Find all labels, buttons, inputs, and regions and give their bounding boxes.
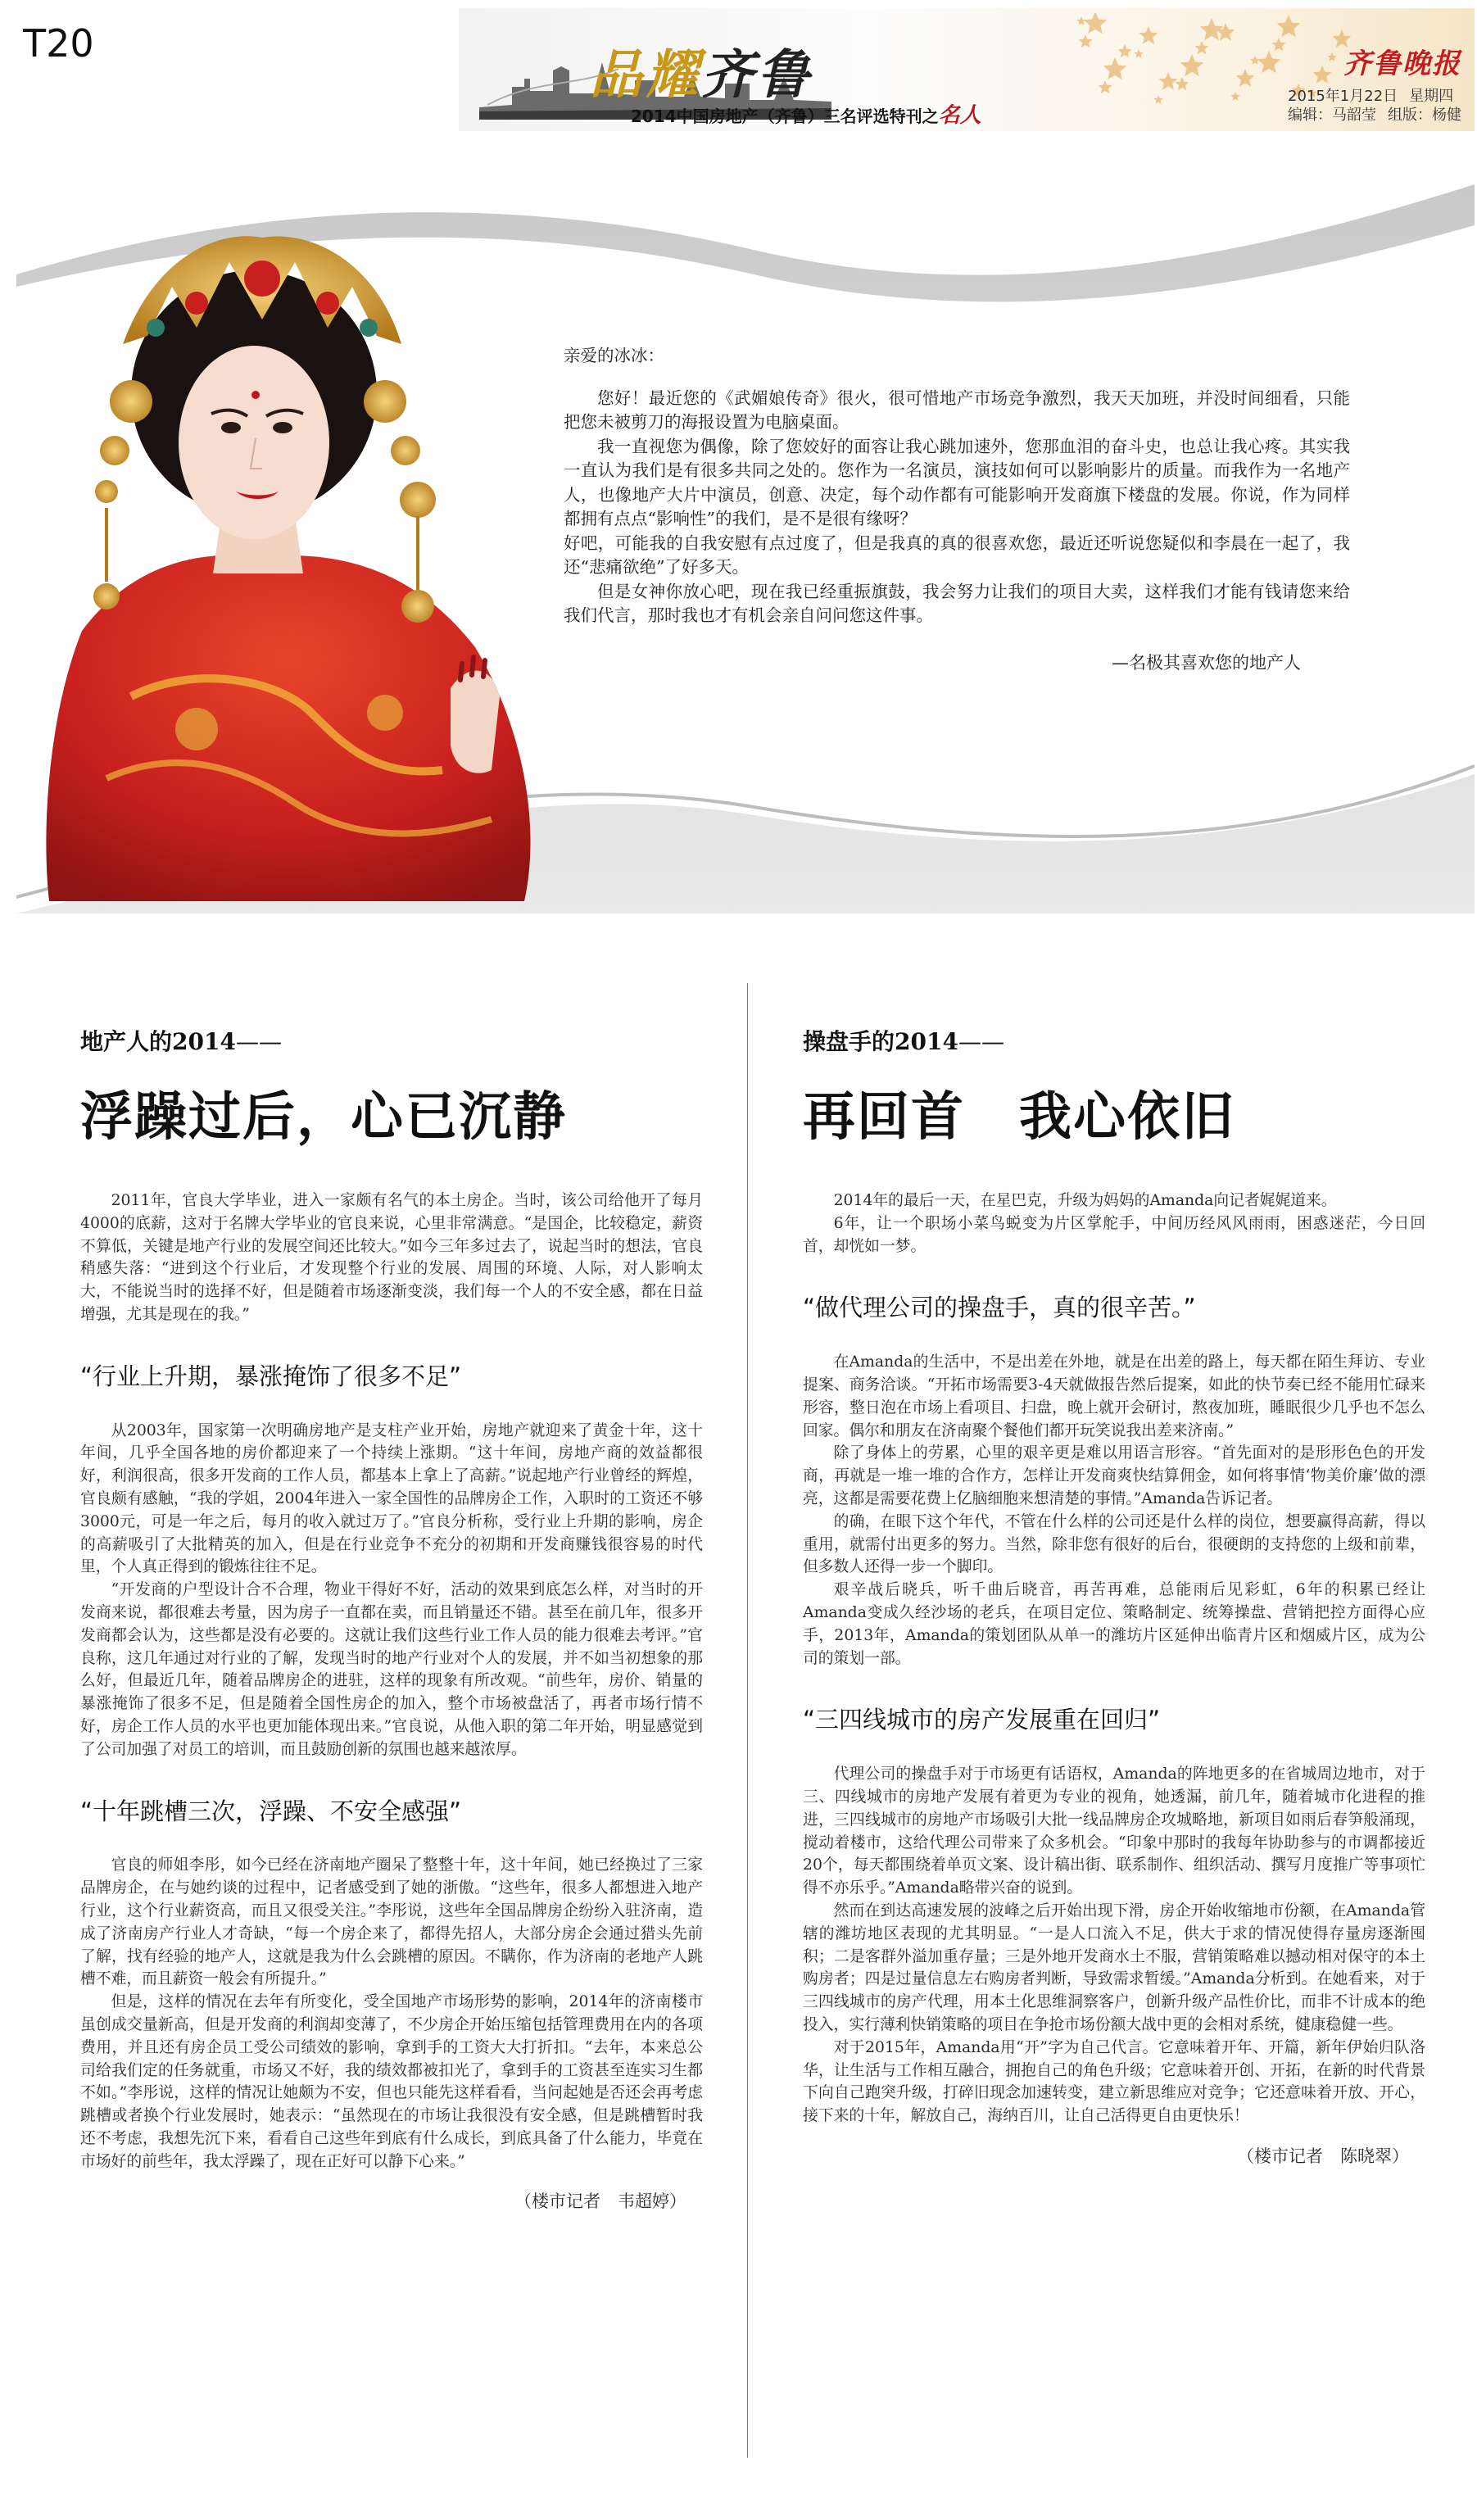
article-paragraph: 然而在到达高速发展的波峰之后开始出现下滑，房企开始收缩地市份额，在Amanda管辖的潍坊地区表现的尤其明显。“一是人口流入不足，供大于求的情况使得存量房逐渐囤积；二是客群外溢加重存量；三是外地开发商水土不服，营销策略难以撼动相对保守的本土购房者；四是过量信息左右购房者判断，导致需求暂缓。”Amanda分析到。在她看来，对于三四线城市的房产代理，用本土化思维洞察客户，创新升级产品性价比，而非不计成本的绝投入，实行薄利快销策略的项目在争抢市场份额大战中更的会相对系统，健康稳健一些。 [803,1901,1425,2033]
letter-salutation: 亲爱的冰冰： [564,346,664,365]
article-paragraph: 在Amanda的生活中，不是出差在外地，就是在出差的路上，每天都在陌生拜访、专业提案、商务洽谈。“开拓市场需要3-4天就做报告然后提案，如此的快节奏已经不能用忙碌来形容，整日泡在市场上看项目、扫盘，晚上就开会研讨，熬夜加班，睡眠很少几乎也不怎么回家。偶尔和朋友在济南聚个餐他们都开玩笑说我出差来济南。” [803,1353,1425,1439]
right-article-body [803,1190,1425,2169]
right-article-byline: （楼市记者 陈晓翠） [1237,2146,1409,2166]
masthead-title-part2: 齐鲁 [701,44,813,106]
masthead-title-part1: 品耀 [590,44,701,106]
left-article-body [80,1190,703,2214]
left-kicker-text: 地产人的2014 [80,1028,236,1055]
article-paragraph: 2014年的最后一天，在星巴克，升级为妈妈的Amanda向记者娓娓道来。 [833,1192,1337,1209]
page-number: T20 [23,21,94,66]
letter-signature: —名极其喜欢您的地产人 [1112,652,1301,673]
letter-paragraph: 但是女神你放心吧，现在我已经重振旗鼓，我会努力让我们的项目大卖，这样我们才能有钱请您来给我们代言，那时我也才有机会亲自问问您这件事。 [564,581,1350,625]
column-divider [747,983,748,2458]
right-article-subheading: “做代理公司的操盘手，真的很辛苦。” [803,1294,1196,1322]
actress-portrait-image [33,205,557,901]
article-paragraph: 代理公司的操盘手对于市场更有话语权，Amanda的阵地更多的在省城周边地市，对于三、四线城市的房地产发展有着更为专业的视角，她透漏，前几年，随着城市化进程的推进，三四线城市的房地产市场吸引大批一线品牌房企攻城略地，新项目如雨后春笋般涌现，搅动着楼市，这给代理公司带来了众多机会。“印象中那时的我每年协助参与的市调都接近20个，每天都围绕着单页文案、设计稿出街、联系制作、组织活动、撰写月度推广等事项忙得不亦乐乎。”Amanda略带兴奋的说到。 [803,1765,1425,1897]
article-paragraph: 但是，这样的情况在去年有所变化，受全国地产市场形势的影响，2014年的济南楼市虽创成交量新高，但是开发商的利润却变薄了，不少房企开始压缩包括管理费用在内的各项费用，并且还有房企员工受公司绩效的影响，拿到手的工资大大打折扣。“去年，本来总公司给我们定的任务就重，市场又不好，我的绩效都被扣光了，拿到手的工资甚至连实习生都不如。”李彤说，这样的情况让她颇为不安，但也只能先这样看看，当问起她是否还会再考虑跳槽或者换个行业发展时，她表示：“虽然现在的市场让我很没有安全感，但是跳槽暂时我还不考虑，我想先沉下来，看看自己这些年到底有什么成长，到底具备了什么能力，毕竟在市场好的前些年，我太浮躁了，现在正好可以静下心来。” [80,1993,703,2170]
article-paragraph: 官良的师姐李彤，如今已经在济南地产圈呆了整整十年，这十年间，她已经换过了三家品牌房企，在与她约谈的过程中，记者感受到了她的浙傲。“这些年，很多人都想进入地产行业，这个行业薪资高，而且又很受关注。”李彤说，这些年全国品牌房企纷纷入驻济南，造成了济南房产行业人才奇缺，“每一个房企来了，都得先招人，大部分房企会通过猎头先前了解，找有经验的地产人，这就是我为什么会跳槽的原因。不瞒你，作为济南的老地产人跳槽不难，而且薪资一般会有所提升。” [80,1856,703,1988]
issue-weekday: 星期四 [1409,88,1454,105]
layout-credit: 组版：杨健 [1388,107,1461,124]
letter-paragraph: 我一直视您为偶像，除了您姣好的面容让我心跳加速外，您那血泪的奋斗史，也总让我心疼。其实我一直认为我们是有很多共同之处的。您作为一名演员，演技如何可以影响影片的质量。而我作为一名地产人，也像地产大片中演员，创意、决定，每个动作都有可能影响开发商旗下楼盘的发展。你说，作为同样都拥有点点“影响性”的我们，是不是很有缘呀？ [564,436,1350,528]
right-article-kicker [803,1024,1425,1057]
article-paragraph: 2011年，官良大学毕业，进入一家颇有名气的本土房企。当时，该公司给他开了每月4000的底薪，这对于名牌大学毕业的官良来说，心里非常满意。“是国企，比较稳定，薪资不算低，关键是地产行业的发展空间还比较大。”如今三年多过去了，说起当时的想法，官良稍感失落：“进到这个行业后，才发现整个行业的发展、周围的环境、人际，对人影响太大，不能说当时的选择不好，但是随着市场逐渐变淡，我们每一个人的不安全感，都在日益增强，尤其是现在的我。” [80,1192,703,1323]
left-article-byline: （楼市记者 韦超婷） [514,2191,686,2212]
right-kicker-dash: —— [958,1028,1004,1055]
left-article-headline: 浮躁过后，心已沉静 [80,1087,567,1148]
article-paragraph: 从2003年，国家第一次明确房地产是支柱产业开始，房地产就迎来了黄金十年，这十年间，几乎全国各地的房价都迎来了一个持续上涨期。“这十年间，房地产商的效益都很好，利润很高，很多开发商的工作人员，都基本上拿上了高薪。”说起地产行业曾经的辉煌，官良颇有感触，“我的学姐，2004年进入一家全国性的品牌房企工作，入职时的工资还不够3000元，可是一年之后，每月的收入就过万了。”官良分析称，受行业上升期的影响，房企的高薪吸引了大批精英的加入，但是在行业竞争不充分的初期和开发商赚钱很容易的时代里，个人真正得到的锻炼往往不足。 [80,1421,703,1576]
article-paragraph: 除了身体上的劳累，心里的艰辛更是难以用语言形容。“首先面对的是形形色色的开发商，再就是一堆一堆的合作方，怎样让开发商爽快结算佣金，如何将事情‘物美价廉’做的漂亮，这都是需要花费上亿脑细胞来想清楚的事情。”Amanda告诉记者。 [803,1444,1425,1507]
right-article-headline: 再回首 我心依旧 [803,1087,1235,1148]
editor-credit: 编辑：马韶莹 [1288,107,1376,124]
masthead-title [590,33,813,108]
article-paragraph: 6年，让一个职场小菜鸟蜕变为片区掌舵手，中间历经风风雨雨，困惑迷茫，今日回首，却恍如一梦。 [803,1214,1425,1255]
masthead-subtitle [631,98,981,129]
open-letter [564,344,1350,675]
article-paragraph: 艰辛战后晓兵，听千曲后晓音，再苦再难，总能雨后见彩虹，6年的积累已经让Amanda变成久经沙场的老兵，在项目定位、策略制定、统筹操盘、营销把控方面得心应手，2013年，Amanda的策划团队从单一的潍坊片区延伸出临青片区和烟威片区，成为公司的策划一部。 [803,1581,1425,1667]
article-paragraph: 的确，在眼下这个年代，不管在什么样的公司还是什么样的岗位，想要赢得高薪，得以重用，就需付出更多的努力。当然，除非您有很好的后台，很硬朗的支持您的上级和前辈，但多数人还得一步一个脚印。 [803,1512,1425,1576]
letter-paragraph: 您好！最近您的《武媚娘传奇》很火，很可惜地产市场竞争激烈，我天天加班，并没时间细看，只能把您未被剪刀的海报设置为电脑桌面。 [564,388,1350,432]
left-article-subheading: “十年跳槽三次，浮躁、不安全感强” [80,1797,462,1825]
issue-date: 2015年1月22日 [1288,88,1398,105]
masthead-subtitle-text: 2014中国房地产（齐鲁）三名评选特刊之 [631,107,939,126]
left-article-kicker [80,1024,703,1057]
left-article [80,1024,703,2214]
right-article [803,1024,1425,2169]
masthead-subtitle-tail: 名人 [938,103,981,128]
right-article-subheading: “三四线城市的房产发展重在回归” [803,1706,1161,1734]
left-kicker-dash: —— [235,1028,282,1055]
newspaper-logo: 齐鲁晚报 [1343,48,1461,80]
article-paragraph: 对于2015年，Amanda用“开”字为自己代言。它意味着开年、开篇，新年伊始归队洛华，让生活与工作相互融合，拥抱自己的角色升级；它意味着开创、开拓，在新的时代背景下向自己跑突升级，打碎旧现念加速转变，建立新思维应对竞争；它还意味着开放、开心，接下来的十年，解放自己，海纳百川，让自己活得更自由更快乐！ [803,2038,1425,2125]
article-paragraph: “开发商的户型设计合不合理，物业干得好不好，活动的效果到底怎么样，对当时的开发商来说，都很难去考量，因为房子一直都在卖，而且销量还不错。甚至在前几年，很多开发商都会认为，这些都是没有必要的。这就让我们这些行业工作人员的能力很难去考评。”官良称，这几年通过对行业的了解，发现当时的地产行业对个人的发展，并不如当初想象的那么好，但最近几年，随着品牌房企的进驻，这样的现象有所改观。“前些年，房价、销量的暴涨掩饰了很多不足，但是随着全国性房企的加入，整个市场被盘活了，再者市场行情不好，房企工作人员的水平也更加能体现出来。”官良说，从他入职的第二年开始，明显感觉到了公司加强了对员工的培训，而且鼓励创新的氛围也越来越浓厚。 [80,1581,703,1758]
right-kicker-text: 操盘手的2014 [803,1028,958,1055]
issue-meta [1288,87,1461,125]
letter-paragraph: 好吧，可能我的自我安慰有点过度了，但是我真的真的很喜欢您，最近还听说您疑似和李晨在一起了，我还“悲痛欲绝”了好多天。 [564,533,1350,577]
left-article-subheading: “行业上升期，暴涨掩饰了很多不足” [80,1362,462,1390]
